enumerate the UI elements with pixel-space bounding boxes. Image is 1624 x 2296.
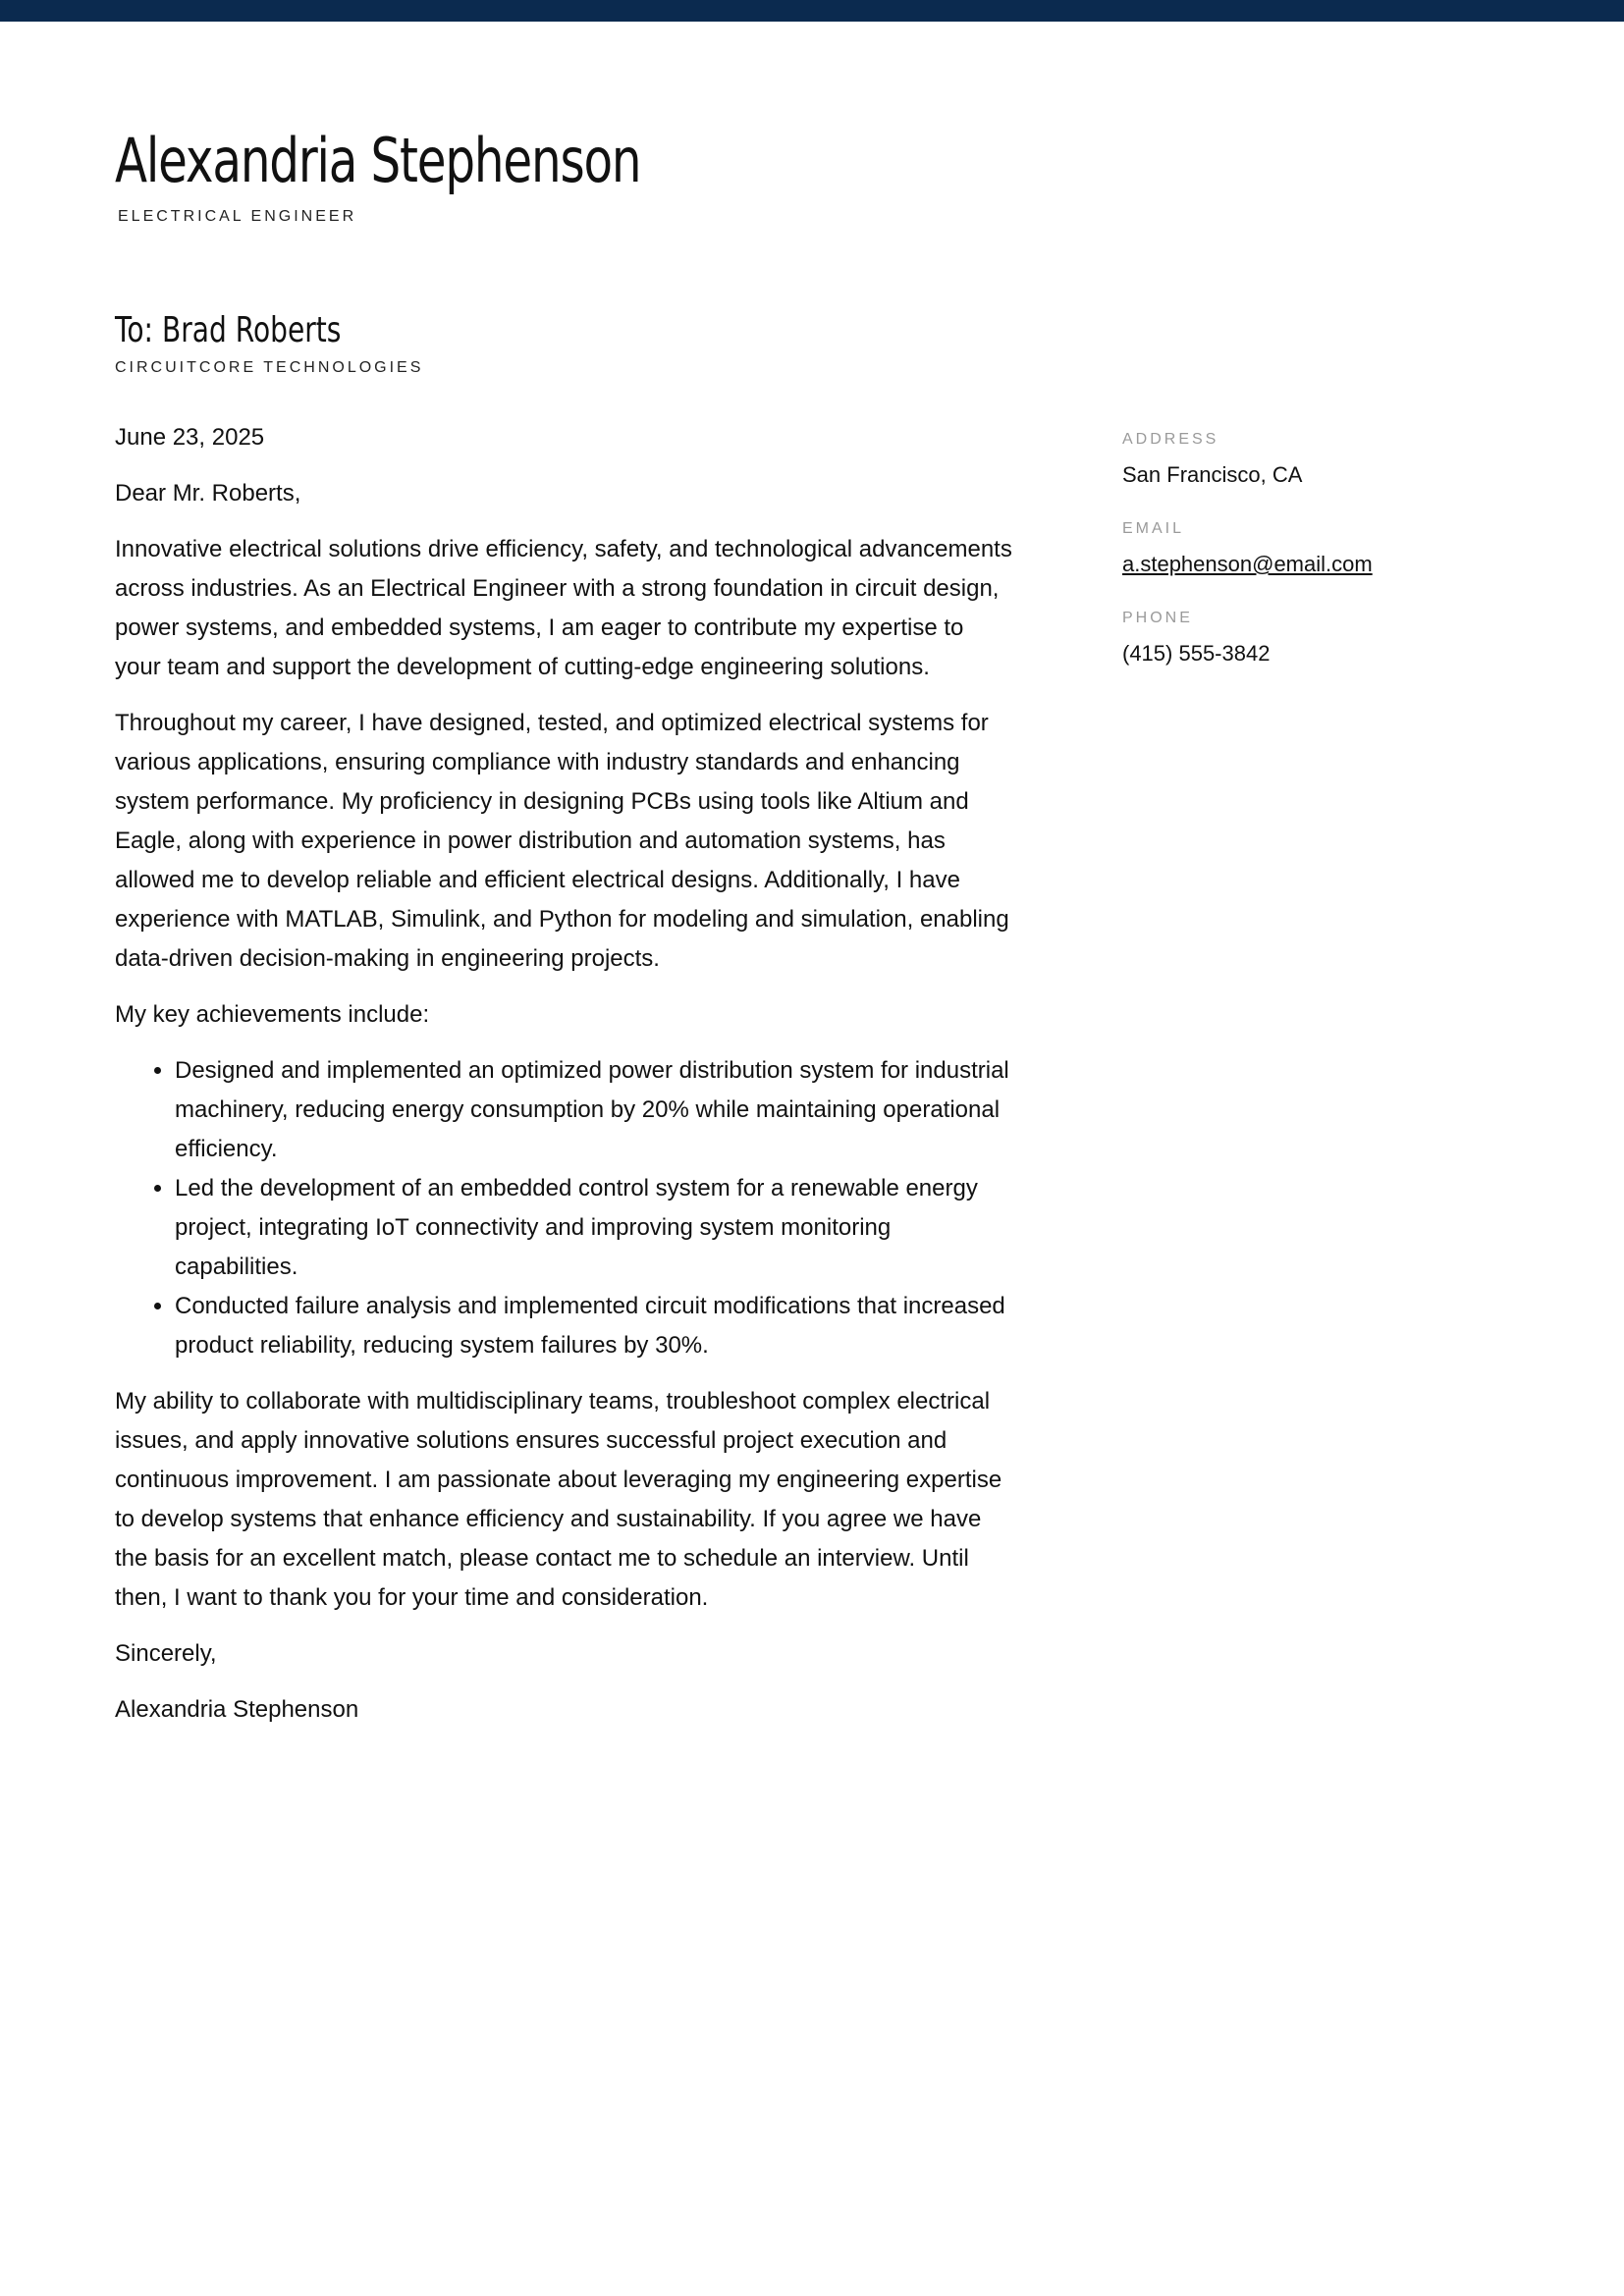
recipient-company: CIRCUITCORE TECHNOLOGIES	[115, 359, 424, 376]
letter-header	[115, 124, 788, 226]
recipient-block	[115, 306, 423, 377]
email-label: EMAIL	[1122, 520, 1185, 537]
letter-paragraph: Innovative electrical solutions drive efficiency, safety, and technological advancements across industries. As an Electrical Engineer with a strong foundation in circuit design, power systems, and embedded systems, I am eager to contribute my expertise to your team and support the development of cutting-edge engineering solutions.	[115, 536, 1012, 680]
letter-closing: Sincerely,	[115, 1640, 217, 1667]
phone-value: (415) 555-3842	[1122, 641, 1271, 666]
letter-greeting: Dear Mr. Roberts,	[115, 480, 301, 507]
sender-role: ELECTRICAL ENGINEER	[118, 208, 357, 225]
achievements-intro: My key achievements include:	[115, 1001, 430, 1028]
letter-date: June 23, 2025	[115, 424, 265, 451]
letter-body	[115, 418, 1013, 1746]
letter-signature: Alexandria Stephenson	[115, 1696, 359, 1723]
list-item: • Conducted failure analysis and implemented circuit modifications that increased product reliability, reducing system failures by 30%.	[175, 1287, 1013, 1365]
letter-paragraph: My ability to collaborate with multidisciplinary teams, troubleshoot complex electrical issues, and apply innovative solutions ensures successful project execution and continuous improvement. I am passionate about leveraging my engineering expertise to develop systems that enhance efficiency and sustainability. If you agree we have the basis for an excellent match, please contact me to schedule an interview. Until then, I want to thank you for your time and consideration.	[115, 1388, 1002, 1611]
letter-paragraph: Throughout my career, I have designed, tested, and optimized electrical systems for various applications, ensuring compliance with industry standards and enhancing system performance. My proficiency in designing PCBs using tools like Altium and Eagle, along with experience in power distribution and automation systems, has allowed me to develop reliable and efficient electrical designs. Additionally, I have experience with MATLAB, Simulink, and Python for modeling and simulation, enabling data-driven decision-making in engineering projects.	[115, 710, 1009, 972]
top-accent-bar	[0, 0, 1624, 22]
contact-sidebar	[1122, 430, 1535, 698]
recipient-name: To: Brad Roberts	[115, 310, 342, 350]
list-item: • Designed and implemented an optimized power distribution system for industrial machinery, reducing energy consumption by 20% while maintaining operational efficiency.	[175, 1051, 1013, 1169]
address-label: ADDRESS	[1122, 431, 1219, 448]
email-link[interactable]: a.stephenson@email.com	[1122, 552, 1373, 576]
list-item: • Led the development of an embedded control system for a renewable energy project, integrating IoT connectivity and improving system monitoring capabilities.	[175, 1169, 1013, 1287]
address-value: San Francisco, CA	[1122, 462, 1303, 487]
achievements-list	[115, 1051, 1013, 1365]
sender-name: Alexandria Stephenson	[115, 125, 641, 196]
phone-label: PHONE	[1122, 610, 1193, 626]
